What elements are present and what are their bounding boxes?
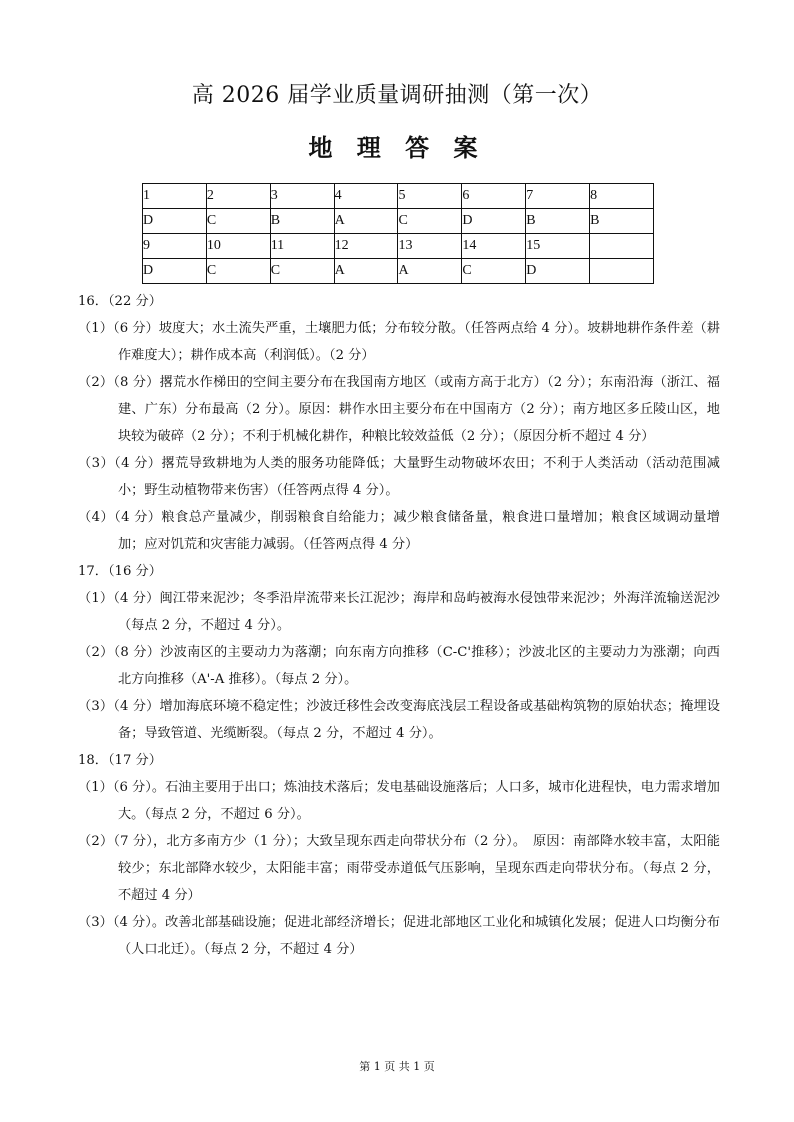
answer-table	[142, 183, 654, 284]
table-cell: 2	[206, 184, 270, 209]
question-18-part-1: （1）（6 分）。石油主要用于出口；炼油技术落后；发电基础设施落后；人口多，城市化进程快，电力需求增加大。（每点 2 分，不超过 6 分）。	[78, 780, 720, 822]
question-16-heading: 16．（22 分）	[78, 294, 162, 309]
question-18-part-3: （3）（4 分）。改善北部基础设施；促进北部经济增长；促进北部地区工业化和城镇化发展；促进人口均衡分布（人口北迁）。（每点 2 分，不超过 4 分）	[78, 915, 720, 957]
question-17-heading: 17．（16 分）	[78, 564, 162, 579]
table-row	[143, 259, 654, 284]
question-17-part-1: （1）（4 分）闽江带来泥沙；冬季沿岸流带来长江泥沙；海岸和岛屿被海水侵蚀带来泥沙；外海洋流输送泥沙（每点 2 分，不超过 4 分）。	[78, 591, 720, 633]
table-cell: A	[334, 259, 398, 284]
table-cell: C	[462, 259, 526, 284]
table-cell: 9	[143, 234, 207, 259]
table-cell: 3	[270, 184, 334, 209]
table-row	[143, 184, 654, 209]
table-cell: 10	[206, 234, 270, 259]
question-18-part-2: （2）（7 分），北方多南方少（1 分）；大致呈现东西走向带状分布（2 分）。 原因：南部降水较丰富，太阳能较少；东北部降水较少，太阳能丰富；雨带受赤道低气压影响，呈现东西走向带状分布。（每点 2 分，不超过 4 分）	[78, 834, 720, 903]
table-cell: 15	[526, 234, 590, 259]
table-cell: 5	[398, 184, 462, 209]
table-row	[143, 209, 654, 234]
table-cell: A	[334, 209, 398, 234]
table-cell: 4	[334, 184, 398, 209]
table-cell: D	[462, 209, 526, 234]
table-cell: 13	[398, 234, 462, 259]
table-row	[143, 234, 654, 259]
table-cell: 1	[143, 184, 207, 209]
table-cell: D	[143, 259, 207, 284]
page-footer: 第 1 页 共 1 页	[359, 1060, 435, 1073]
table-cell: A	[398, 259, 462, 284]
table-cell: C	[206, 209, 270, 234]
table-cell	[590, 234, 654, 259]
table-cell: C	[398, 209, 462, 234]
answer-content	[78, 288, 720, 963]
table-cell: 14	[462, 234, 526, 259]
question-16-part-2: （2）（8 分）撂荒水作梯田的空间主要分布在我国南方地区（或南方高于北方）（2 分）；东南沿海（浙江、福建、广东）分布最高（2 分）。原因：耕作水田主要分布在中国南方（2 分）；南方地区多丘陵山区，地块较为破碎（2 分）；不利于机械化耕作，种粮比较效益低（2 分）；（原因分析不超过 4 分）	[78, 375, 720, 444]
table-cell: B	[590, 209, 654, 234]
table-cell: 7	[526, 184, 590, 209]
table-cell: D	[526, 259, 590, 284]
table-cell: 11	[270, 234, 334, 259]
table-cell: C	[206, 259, 270, 284]
table-cell: B	[526, 209, 590, 234]
document-title: 高 2026 届学业质量调研抽测（第一次）	[191, 83, 603, 108]
question-17-part-3: （3）（4 分）增加海底环境不稳定性；沙波迁移性会改变海底浅层工程设备或基础构筑物的原始状态；掩埋设备；导致管道、光缆断裂。（每点 2 分，不超过 4 分）。	[78, 699, 720, 741]
question-16-part-1: （1）（6 分）坡度大；水土流失严重，土壤肥力低；分布较分散。（任答两点给 4 分）。坡耕地耕作条件差（耕作难度大）；耕作成本高（利润低）。（2 分）	[78, 321, 720, 363]
table-cell: D	[143, 209, 207, 234]
table-cell: 12	[334, 234, 398, 259]
table-cell: B	[270, 209, 334, 234]
question-17-part-2: （2）（8 分）沙波南区的主要动力为落潮；向东南方向推移（C-C'推移）；沙波北区的主要动力为涨潮；向西北方向推移（A'-A 推移）。（每点 2 分）。	[78, 645, 720, 687]
table-cell	[590, 259, 654, 284]
table-cell: C	[270, 259, 334, 284]
question-16-part-4: （4）（4 分）粮食总产量减少，削弱粮食自给能力；减少粮食储备量，粮食进口量增加；粮食区域调动量增加；应对饥荒和灾害能力减弱。（任答两点得 4 分）	[78, 510, 720, 552]
question-18-heading: 18．（17 分）	[78, 753, 162, 768]
table-cell: 6	[462, 184, 526, 209]
table-cell: 8	[590, 184, 654, 209]
question-16-part-3: （3）（4 分）撂荒导致耕地为人类的服务功能降低；大量野生动物破坏农田；不利于人类活动（活动范围减小；野生动植物带来伤害）（任答两点得 4 分）。	[78, 456, 720, 498]
document-subtitle: 地 理 答 案	[308, 133, 486, 162]
